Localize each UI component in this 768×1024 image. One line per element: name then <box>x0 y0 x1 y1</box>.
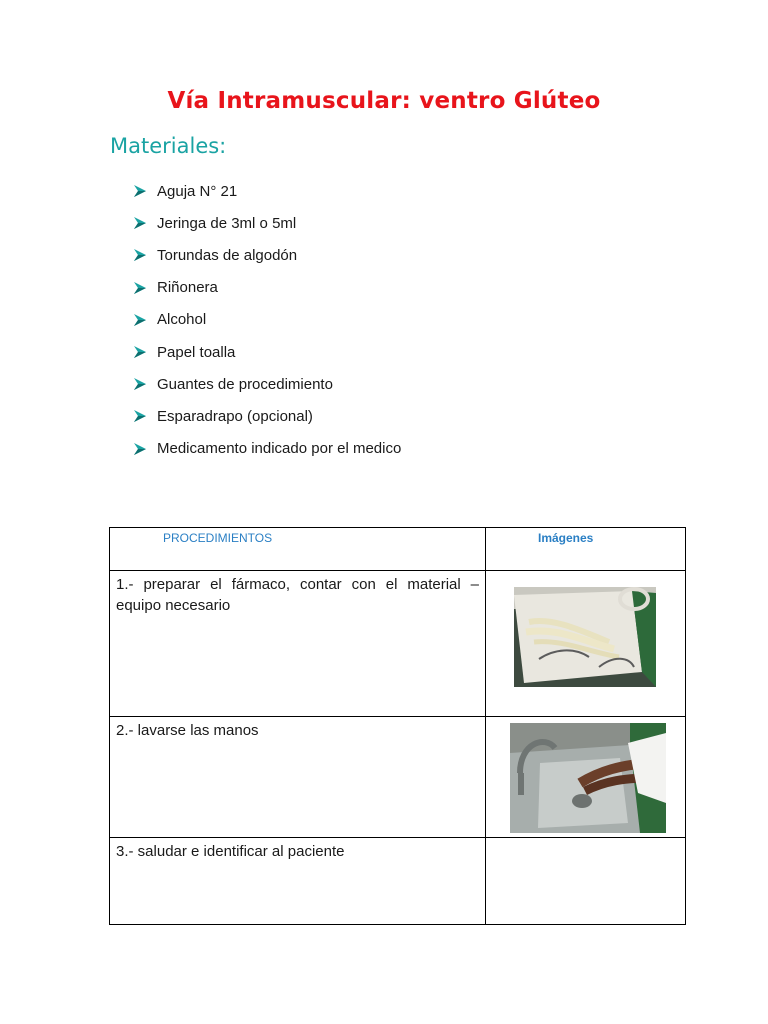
arrow-bullet-icon <box>133 184 147 198</box>
material-label: Esparadrapo (opcional) <box>157 407 313 425</box>
list-item <box>133 207 401 239</box>
material-label: Riñonera <box>157 279 218 297</box>
handwashing-sink-photo <box>510 723 666 833</box>
material-label: Jeringa de 3ml o 5ml <box>157 214 297 232</box>
procedures-table <box>109 527 686 925</box>
materials-heading: Materiales: <box>110 134 227 158</box>
material-label: Torundas de algodón <box>157 246 298 264</box>
list-item <box>133 400 401 432</box>
step-text: 2.- lavarse las manos <box>110 717 486 838</box>
arrow-bullet-icon <box>133 377 147 391</box>
image-cell <box>486 571 686 717</box>
image-cell-empty <box>486 838 686 925</box>
material-label: Aguja N° 21 <box>157 182 238 200</box>
material-label: Guantes de procedimiento <box>157 375 333 393</box>
table-row <box>110 838 686 925</box>
document-title: Vía Intramuscular: ventro Glúteo <box>167 88 601 114</box>
arrow-bullet-icon <box>133 216 147 230</box>
list-item <box>133 272 401 304</box>
arrow-bullet-icon <box>133 281 147 295</box>
arrow-bullet-icon <box>133 345 147 359</box>
list-item <box>133 336 401 368</box>
arrow-bullet-icon <box>133 409 147 423</box>
header-procedures: PROCEDIMIENTOS <box>110 528 486 571</box>
step-text: 1.- preparar el fármaco, contar con el material – equipo necesario <box>110 571 486 717</box>
image-cell <box>486 717 686 838</box>
table-header-row <box>110 528 686 571</box>
material-label: Papel toalla <box>157 343 236 361</box>
table-row <box>110 717 686 838</box>
list-item <box>133 304 401 336</box>
materials-tray-photo <box>514 587 656 687</box>
arrow-bullet-icon <box>133 313 147 327</box>
list-item <box>133 433 401 465</box>
list-item <box>133 175 401 207</box>
arrow-bullet-icon <box>133 248 147 262</box>
header-images: Imágenes <box>486 528 686 571</box>
materials-list <box>133 175 401 465</box>
list-item <box>133 368 401 400</box>
material-label: Alcohol <box>157 311 207 329</box>
step-text: 3.- saludar e identificar al paciente <box>110 838 486 925</box>
list-item <box>133 239 401 271</box>
arrow-bullet-icon <box>133 442 147 456</box>
table-row <box>110 571 686 717</box>
material-label: Medicamento indicado por el medico <box>157 440 402 458</box>
